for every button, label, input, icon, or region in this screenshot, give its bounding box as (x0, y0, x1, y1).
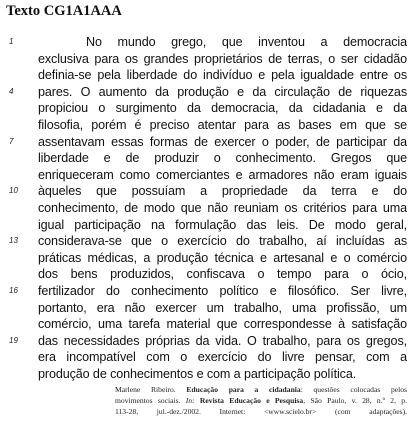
line-number: 7 (9, 136, 14, 146)
passage-line-text: era incompatível com o exercício do livre pensar, com a (38, 350, 407, 365)
passage-line-text: assentavam essas formas de exercer o poder, de participar da (38, 134, 407, 149)
passage-line-text: das necessidades próprias da vida. O trabalho, para os gregos, (38, 333, 407, 348)
citation-subtitle: : questões colocadas pelos (300, 385, 407, 394)
passage-line-text: dos bens produzidos, confiscava o tempo para o ócio, (38, 267, 407, 282)
citation-journal: Revista Educação e Pesquisa (199, 396, 304, 405)
citation-text: , São Paulo, v. 28, n.º 2, p. (303, 396, 407, 405)
passage-line-text: propiciou o surgimento da democracia, da cidadania e da (38, 101, 407, 116)
passage-line-text: exclusiva para os grandes proprietários de terras, o ser cidadão (38, 51, 407, 66)
passage-line (0, 333, 412, 350)
line-number: 19 (9, 335, 18, 345)
passage-line (0, 300, 412, 317)
text-title: Texto CG1A1AAA (6, 3, 122, 19)
passage-line-text: liberdade e de produzir o conhecimento. Gregos que (38, 151, 407, 166)
passage-line (0, 250, 412, 267)
source-citation (115, 384, 407, 417)
passage-line-text: enriqueceram como comerciantes e armadores não eram iguais (38, 167, 407, 182)
citation-article-title: Educação para a cidadania (186, 385, 301, 394)
passage-line-text: comércio, uma tarefa material que correspondesse à satisfação (38, 317, 407, 332)
passage-line-text: práticas médicas, a produção técnica e artesanal e o comércio (38, 250, 407, 265)
passage-line (0, 34, 412, 51)
passage-line (0, 150, 412, 167)
passage-line-text: No mundo grego, que inventou a democracia (86, 35, 407, 49)
passage-line (0, 266, 412, 283)
line-number: 13 (9, 236, 18, 246)
passage-line (0, 233, 412, 250)
citation-row (115, 384, 407, 395)
line-number: 16 (9, 285, 18, 295)
passage-line-text: pares. O aumento da produção e da circulação de riquezas (38, 84, 407, 99)
passage-line-text: fertilizador do conhecimento político e filosófico. Ser livre, (38, 283, 407, 298)
passage-line (0, 349, 412, 366)
citation-author: Marlene Ribeiro. (115, 385, 176, 394)
passage-line-text: igual participação na formulação das leis. De modo geral, (38, 217, 407, 232)
passage-line (0, 217, 412, 234)
passage-line-text: àqueles que possuíam a propriedade da terra e do (38, 184, 407, 199)
passage-line-text: definia-se pela liberdade do indivíduo e pela igualdade entre os (38, 68, 407, 83)
passage-line-text: filosofia, porém é preciso atentar para as bases em que se (38, 117, 407, 132)
passage-line (0, 200, 412, 217)
passage-line-text: portanto, era não exercer um trabalho, uma profissão, um (38, 300, 407, 315)
citation-in-label: In: (185, 396, 195, 405)
citation-text: movimentos sociais. (115, 396, 181, 405)
passage-line (0, 100, 412, 117)
passage-line (0, 51, 412, 68)
line-number: 1 (9, 37, 14, 46)
passage-line (0, 167, 412, 184)
passage-line-text: produção de conhecimentos e com a participação política. (38, 366, 357, 381)
passage-line (0, 283, 412, 300)
passage-line (0, 134, 412, 151)
passage-line-text: considerava-se que o exercício do trabalho, aí incluídas as (38, 234, 407, 249)
passage-line (0, 316, 412, 333)
line-number: 10 (9, 186, 18, 196)
passage-line (0, 183, 412, 200)
passage-line (0, 366, 412, 383)
citation-row (115, 395, 407, 406)
passage (0, 34, 412, 382)
passage-line (0, 67, 412, 84)
passage-line (0, 84, 412, 101)
citation-row: 113-28, jul.-dez./2002. Internet: <www.scielo.br> (com adaptações). (115, 407, 407, 416)
passage-line-text: conhecimento, de modo que não reuniam os critérios para uma (38, 200, 407, 215)
passage-line (0, 117, 412, 134)
line-number: 4 (9, 86, 14, 96)
